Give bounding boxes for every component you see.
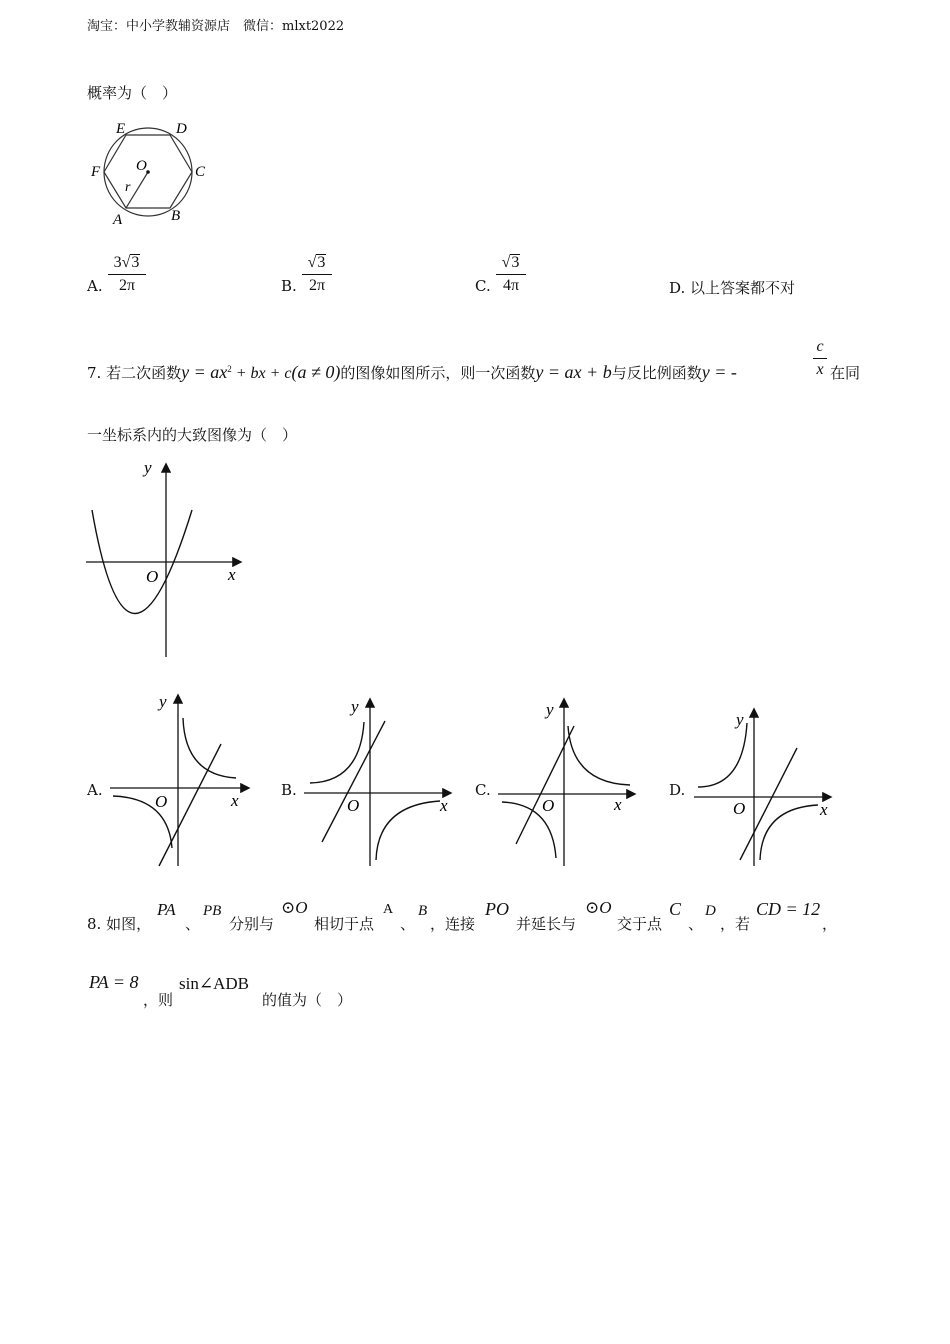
q8-sin-adb: sin∠ADB [179,974,249,993]
q8-sep3: 、 [688,915,704,933]
q7-text3: 与反比例函数 [611,364,702,382]
q6-option-a-fraction: 3√3 2π [108,253,146,296]
q7-option-c-graph [496,690,644,870]
q6-option-d-text: 以上答案都不对 [690,279,796,297]
q8-cd: CD = 12 [756,899,821,919]
x-label: x [820,800,828,819]
q6-option-b-label: B. [281,277,297,295]
q7-line2: 一坐标系内的大致图像为（ ） [87,426,298,444]
q7-option-b-label: B. [281,781,297,799]
label-D: D [176,121,187,137]
y-label: y [144,458,152,477]
q8-text3: 相切于点 [314,915,375,933]
q7-number: 7. [87,364,102,382]
q6-tail: 概率为（ ） [87,84,178,102]
q8-sep2: 、 [400,915,416,933]
q6-option-c-fraction: √3 4π [496,253,526,296]
label-B: B [171,208,181,224]
q6-option-b-fraction: √3 2π [302,253,332,296]
y-label: y [159,692,167,711]
x-label: x [228,565,236,584]
q8-text4: ，连接 [430,915,476,933]
q6-option-a-label: A. [87,277,103,295]
q8-po: PO [485,899,509,919]
hyperbola-q2 [310,722,364,783]
q8-pb: PB [203,903,222,919]
q8-num: 8. 如图， [87,915,152,933]
q7-line1: 7. 若二次函数$y = ax^2$ + bx + c(a ≠ 0)的图像如图所示，则一次函数y = ax + b与反比例函数y = - [87,362,737,382]
label-F: F [91,164,101,180]
q7-quadratic: y = ax [181,362,228,382]
q7-option-a-graph [108,690,254,870]
label-C: C [195,164,206,180]
origin-label: O [146,567,159,586]
q7-option-d-graph [692,700,838,870]
hyperbola-q1 [568,726,630,785]
q8-circle-o-1: ⊙O [281,898,308,917]
q6-option-d [669,277,795,298]
q8-point-b: B [418,903,428,919]
q8-sep1: 、 [185,915,201,933]
q7-inverse-lhs: y = - [701,362,737,382]
q7-linear: y = ax + b [535,362,612,382]
q7-parabola-graph [84,455,254,660]
q6-option-d-label: D. [669,279,686,297]
origin-label: O [347,796,360,815]
linear-line [322,721,385,842]
q7-option-d-label: D. [669,781,686,799]
q8-pa: PA [157,900,176,919]
q8-point-d: D [705,903,716,919]
q8-text8: ，则 [143,991,174,1009]
y-label: y [351,697,359,716]
q8-text7: ，若 [720,915,751,933]
q7-option-b-graph [302,690,456,870]
x-label: x [231,791,239,810]
linear-line [159,744,221,866]
q8-text5: 并延长与 [516,915,577,933]
q8-circle-o-2: ⊙O [585,898,612,917]
q7-text2: 的图像如图所示，则一次函数 [340,364,536,382]
q8-pa8: PA = 8 [89,972,139,992]
q7-text1: 若二次函数 [106,364,182,382]
q8-text2: 分别与 [229,915,275,933]
q8-point-c: C [669,899,682,919]
q8-comma: ， [822,915,838,933]
y-label: y [736,710,744,729]
origin-label: O [733,799,746,818]
q7-text4: 在同 [830,364,861,382]
page-header: 淘宝：中小学教辅资源店 微信：mlxt2022 [87,19,345,34]
q7-inverse-fraction: c x [813,337,827,380]
y-label: y [546,700,554,719]
label-r: r [125,180,131,195]
q7-option-c-label: C. [475,781,491,799]
x-label: x [440,796,448,815]
hexagon-circle-figure [88,113,213,228]
q7-condition: (a ≠ 0) [291,362,341,382]
hyperbola-q4 [376,801,440,860]
q8-text6: 交于点 [617,915,663,933]
q8-point-a: A [383,902,394,917]
q6-option-c-label: C. [475,277,491,295]
label-A: A [113,212,123,228]
linear-line [740,748,797,860]
hyperbola-q2 [698,723,747,787]
origin-label: O [542,796,555,815]
q7-option-a-label: A. [87,781,103,799]
q8-text9: 的值为（ ） [262,991,353,1009]
hyperbola-q1 [183,718,236,778]
label-E: E [116,121,126,137]
origin-label: O [155,792,168,811]
hyperbola-q4 [760,805,818,860]
linear-line [516,726,574,844]
x-label: x [614,795,622,814]
label-O: O [136,158,147,174]
